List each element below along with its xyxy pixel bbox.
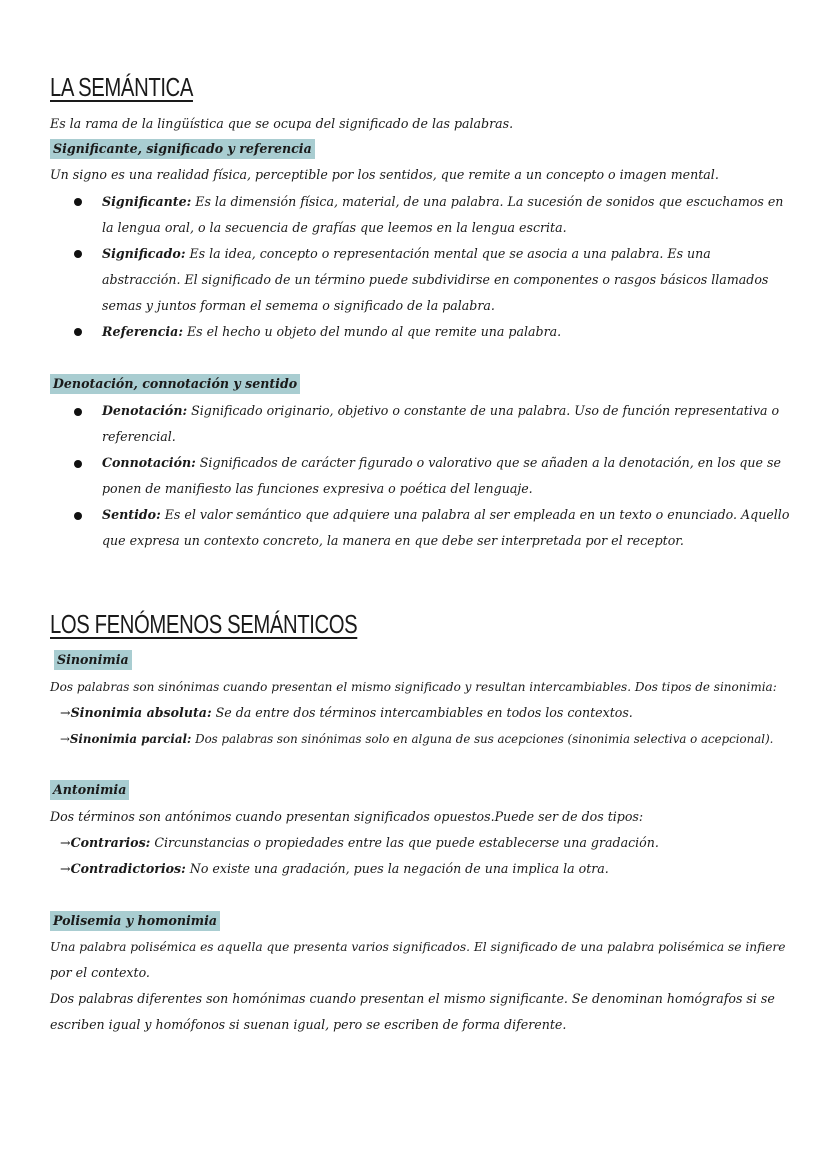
text-sinonimia-absoluta: Se da entre dos términos intercambiables en todos los contextos. xyxy=(211,705,633,720)
term-connotacion: Connotación: xyxy=(102,455,196,470)
semantica-intro: Es la rama de la lingüística que se ocupa del significado de las palabras. xyxy=(50,116,514,131)
term-significado: Significado: xyxy=(102,246,186,261)
antonimia-text: Dos términos son antónimos cuando presentan significados opuestos.Puede ser de dos tipos: xyxy=(50,809,644,824)
heading-significante: Significante, significado y referencia xyxy=(50,139,315,159)
term-significante: Significante: xyxy=(102,194,192,209)
arrow-right-icon: → xyxy=(60,861,71,876)
polisemia-p2b: escriben igual y homófonos si suenan igual, pero se escriben de forma diferente. xyxy=(50,1017,567,1032)
text-referencia: Es el hecho u objeto del mundo al que remite una palabra. xyxy=(182,324,562,339)
text-contrarios: Circunstancias o propiedades entre las que puede establecerse una gradación. xyxy=(150,835,659,850)
bullet-icon xyxy=(74,328,82,336)
item-significante xyxy=(102,189,792,241)
item-referencia xyxy=(102,319,792,345)
section-title-fenomenos: LOS FENÓMENOS SEMÁNTICOS xyxy=(50,609,358,639)
bullet-icon xyxy=(74,512,82,520)
contradictorios-row xyxy=(60,860,609,878)
term-sentido: Sentido: xyxy=(102,507,161,522)
section-title-semantica: LA SEMÁNTICA xyxy=(50,72,193,102)
term-referencia: Referencia: xyxy=(102,324,183,339)
bullet-icon xyxy=(74,408,82,416)
heading-denotacion: Denotación, connotación y sentido xyxy=(50,374,300,394)
item-significado xyxy=(102,241,792,319)
item-sentido xyxy=(102,502,792,554)
contrarios-row xyxy=(60,834,659,852)
heading-polisemia: Polisemia y homonimia xyxy=(50,911,220,931)
heading-antonimia: Antonimia xyxy=(50,780,129,800)
polisemia-p1a: Una palabra polisémica es aquella que presenta varios significados. El significado de una palabra polisémica se infiere xyxy=(50,940,786,954)
arrow-right-icon: → xyxy=(60,705,71,720)
sinonimia-text: Dos palabras son sinónimas cuando presentan el mismo significado y resultan intercambiables. Dos tipos de sinonimia: xyxy=(50,680,777,694)
term-denotacion: Denotación: xyxy=(102,403,188,418)
term-sinonimia-absoluta: Sinonimia absoluta: xyxy=(70,705,212,720)
polisemia-p2a: Dos palabras diferentes son homónimas cuando presentan el mismo significante. Se denominan homógrafos si se xyxy=(50,991,775,1006)
term-sinonimia-parcial: Sinonimia parcial: xyxy=(69,732,192,746)
polisemia-p1b: por el contexto. xyxy=(50,965,150,980)
text-connotacion: Significados de carácter figurado o valorativo que se añaden a la denotación, en los que se ponen de manifiesto las funciones expresiva o poética del lenguaje. xyxy=(102,455,781,496)
heading-sinonimia: Sinonimia xyxy=(54,650,132,670)
item-denotacion xyxy=(102,398,792,450)
bullet-icon xyxy=(74,250,82,258)
text-sinonimia-parcial: Dos palabras son sinónimas solo en alguna de sus acepciones (sinonimia selectiva o acepcional). xyxy=(191,732,774,746)
term-contradictorios: Contradictorios: xyxy=(70,861,186,876)
sinonimia-parcial-row xyxy=(60,730,773,748)
term-contrarios: Contrarios: xyxy=(70,835,151,850)
text-denotacion: Significado originario, objetivo o constante de una palabra. Uso de función representativa o referencial. xyxy=(102,403,780,444)
text-significado: Es la idea, concepto o representación mental que se asocia a una palabra. Es una abstracción. El significado de un término puede subdividirse en componentes o rasgos básicos llamados semas y juntos forman el semema o significado de la palabra. xyxy=(102,246,769,313)
bullet-icon xyxy=(74,460,82,468)
sinonimia-absoluta-row xyxy=(60,704,633,722)
text-significante: Es la dimensión física, material, de una palabra. La sucesión de sonidos que escuchamos en la lengua oral, o la secuencia de grafías que leemos en la lengua escrita. xyxy=(102,194,784,235)
arrow-right-icon: → xyxy=(60,732,70,746)
text-contradictorios: No existe una gradación, pues la negación de una implica la otra. xyxy=(185,861,609,876)
item-connotacion xyxy=(102,450,792,502)
text-sentido: Es el valor semántico que adquiere una palabra al ser empleada en un texto o enunciado. Aquello que expresa un contexto concreto, la manera en que debe ser interpretada por el receptor. xyxy=(102,507,790,548)
arrow-right-icon: → xyxy=(60,835,71,850)
bullet-icon xyxy=(74,198,82,206)
signo-text: Un signo es una realidad física, perceptible por los sentidos, que remite a un concepto o imagen mental. xyxy=(50,167,719,182)
